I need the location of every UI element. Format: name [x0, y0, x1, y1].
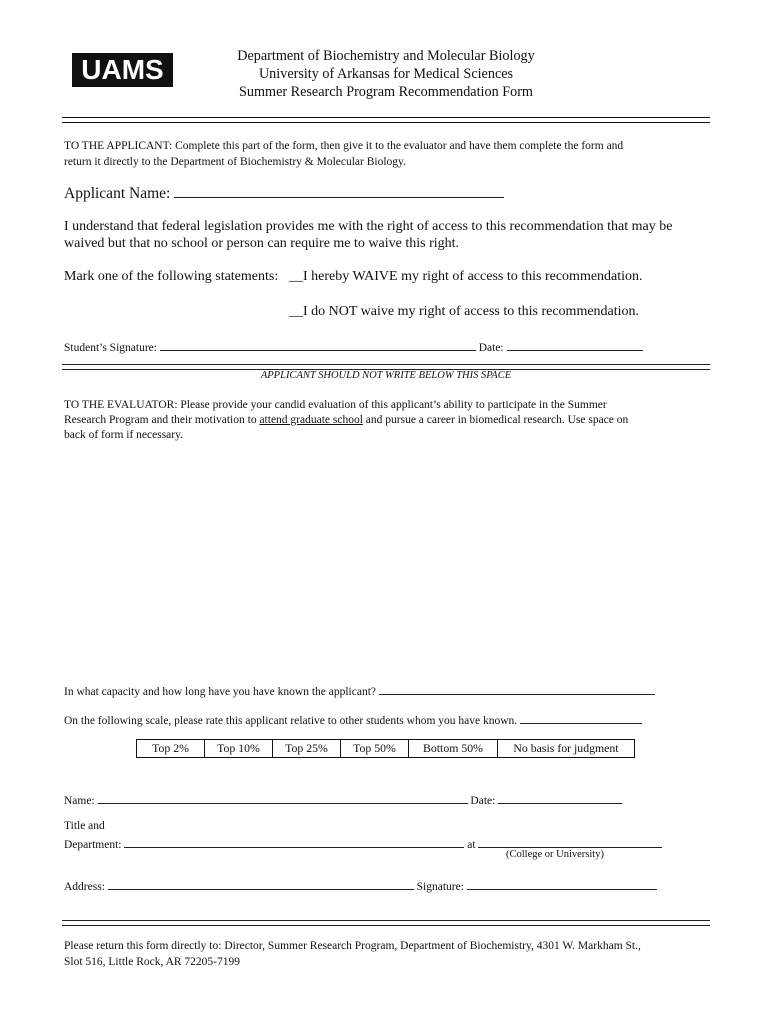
rating-top-50[interactable]: Top 50% — [340, 739, 409, 758]
address-row — [64, 877, 657, 893]
rating-top-25[interactable]: Top 25% — [272, 739, 341, 758]
evaluator-line2-start: Research Program and their motivation to — [64, 414, 260, 426]
evaluator-signature-field[interactable] — [467, 877, 657, 890]
college-note: (College or University) — [506, 849, 604, 860]
applicant-instructions-line2: return it directly to the Department of Biochemistry & Molecular Biology. — [64, 156, 406, 168]
department-title: Department of Biochemistry and Molecular Biology — [237, 48, 535, 64]
student-signature-label: Student’s Signature: — [64, 342, 157, 354]
return-instructions-line2: Slot 516, Little Rock, AR 72205-7199 — [64, 956, 241, 968]
scale-label: On the following scale, please rate this applicant relative to other students whom you have known. — [64, 715, 518, 727]
mark-statement-label: Mark one of the following statements: — [64, 269, 279, 284]
evaluator-instructions-line3: back of form if necessary. — [64, 429, 183, 441]
evaluator-name-field[interactable] — [98, 791, 468, 804]
address-field[interactable] — [108, 877, 414, 890]
not-waive-option[interactable]: __I do NOT waive my right of access to this recommendation. — [289, 304, 640, 319]
college-field[interactable] — [478, 835, 662, 848]
student-signature-row — [64, 338, 643, 354]
rating-top-2[interactable]: Top 2% — [136, 739, 205, 758]
department-label: Department: — [64, 839, 122, 851]
rating-no-basis[interactable]: No basis for judgment — [497, 739, 635, 758]
scale-field[interactable] — [520, 711, 642, 724]
evaluator-instructions-line1: TO THE EVALUATOR: Please provide your candid evaluation of this applicant’s ability to participate in the Summer — [64, 399, 607, 411]
student-date-label: Date: — [478, 342, 504, 354]
return-instructions-line1: Please return this form directly to: Director, Summer Research Program, Department of Biochemistry, 4301 W. Markham St., — [64, 940, 641, 952]
capacity-label: In what capacity and how long have you have known the applicant? — [64, 686, 376, 698]
applicant-name-field[interactable] — [174, 184, 504, 198]
scale-row — [64, 711, 642, 727]
capacity-field[interactable] — [379, 682, 655, 695]
department-field[interactable] — [124, 835, 464, 848]
student-signature-field[interactable] — [160, 338, 476, 351]
rating-top-10[interactable]: Top 10% — [204, 739, 273, 758]
no-write-notice: APPLICANT SHOULD NOT WRITE BELOW THIS SPACE — [260, 370, 512, 381]
waive-option[interactable]: __I hereby WAIVE my right of access to this recommendation. — [289, 269, 643, 284]
university-title: University of Arkansas for Medical Sciences — [258, 66, 514, 82]
address-label: Address: — [64, 881, 105, 893]
evaluator-name-row — [64, 791, 622, 807]
uams-logo: UAMS — [72, 53, 173, 87]
evaluator-date-field[interactable] — [498, 791, 622, 804]
rating-bottom-50[interactable]: Bottom 50% — [408, 739, 498, 758]
student-date-field[interactable] — [507, 338, 643, 351]
capacity-row — [64, 682, 655, 698]
attend-graduate-school-emphasis: attend graduate school — [259, 414, 363, 426]
header-divider — [62, 117, 710, 123]
title-label: Title and — [64, 820, 105, 832]
applicant-name-label: Applicant Name: — [64, 185, 171, 202]
at-label: at — [467, 839, 476, 851]
rights-statement-line2: waived but that no school or person can require me to waive this right. — [64, 236, 460, 251]
applicant-name-row — [64, 184, 504, 203]
evaluator-line2-end: and pursue a career in biomedical research. Use space on — [362, 414, 629, 426]
form-title: Summer Research Program Recommendation Form — [239, 84, 533, 100]
evaluator-name-label: Name: — [64, 795, 95, 807]
evaluator-signature-label: Signature: — [416, 881, 464, 893]
footer-divider — [62, 920, 710, 926]
rights-statement-line1: I understand that federal legislation provides me with the right of access to this recommendation that may be — [64, 219, 673, 234]
evaluator-date-label: Date: — [470, 795, 496, 807]
evaluation-response-area[interactable] — [64, 448, 710, 668]
applicant-instructions-line1: TO THE APPLICANT: Complete this part of the form, then give it to the evaluator and have them complete the form and — [64, 140, 624, 152]
evaluator-instructions-line2 — [64, 414, 628, 426]
